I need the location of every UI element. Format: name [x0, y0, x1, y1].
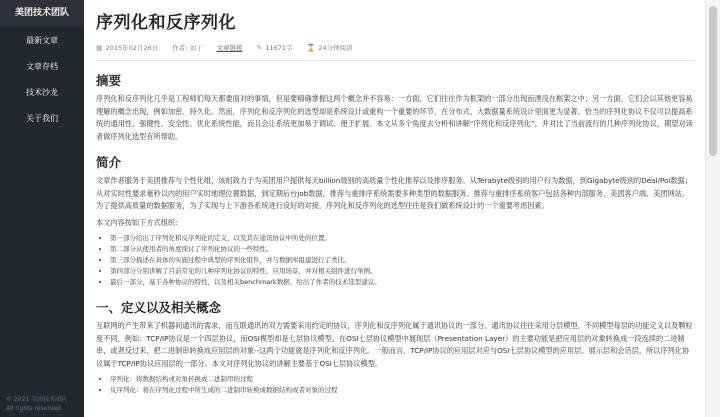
author-text: 作者: 刘丁 — [172, 44, 203, 52]
scrollbar-thumb[interactable] — [709, 6, 717, 156]
meta-words — [256, 43, 292, 52]
definition-paragraph: 互联网的产生带来了机器间通讯的需求，而互联通讯的双方需要采用约定的协议，序列化和反序列化属于通讯协议的一部分。通讯协议往往采用分层模型，不同模型每层的功能定义以及颗粒度不同，例如：TCP/IP协议是一个四层协议，而OSI模型却是七层协议模型。在OSI七层协议模型中展现层（Presentation Layer）的主要功能是把应用层的对象转换成一段连续的二进制串，或者反过来，把二进制串转换成应用层的对象--这两个功能就是序列化和反序列化。一般而言，TCP/IP协议的应用层对应与OSI七层协议模型的应用层、展示层和会话层，所以序列化协议属于TCP/IP协议应用层的一部分。本文对序列化协议的讲解主要基于OSI七层协议模型。 — [96, 321, 693, 368]
scrollbar-track[interactable] — [705, 0, 720, 417]
abstract-heading: 摘要 — [96, 73, 122, 88]
list-item: • 第四部分分别讲解了目前常见的几种序列化协议的特性，应用场景，并对相关组件进行举例。 — [110, 266, 694, 277]
list-item: • 最后一部分，基于各种协议的特性，以及相关benchmark数据，给出了作者的技术选型建议。 — [110, 277, 694, 288]
hourglass-icon: ⌛ — [306, 43, 316, 52]
article-meta — [96, 43, 694, 61]
rights-reserved: All rights reserved. — [6, 405, 63, 412]
brand-logo[interactable]: 美团技术团队 — [0, 0, 84, 26]
pencil-icon: ✎ — [256, 43, 263, 52]
meta-readtime — [307, 43, 353, 52]
list-item: • 第三部分描述在具体的实施过程中典型的序列化组件，并与数据库组建进行了类比。 — [110, 255, 694, 266]
meta-date — [96, 43, 158, 52]
nav-item-archive[interactable]: 文章存档 — [26, 62, 58, 71]
abstract-paragraph: 序列化和反序列化几乎是工程师们每天都要面对的事情，但是要精确掌握这两个概念并不容易：一方面，它们往往作为框架的一部分出现而湮没在框架之中；另一方面，它们会以其他更容易理解的概念出现，例如加密、持久化。然而，序列化和反序列化的选型却是系统设计或重构一个重要的环节，在分布式、大数据量系统设计里面更为显著。恰当的序列化协议不仅可以提高系统的通用性、强健性、安全性、优化系统性能，而且会让系统更加易于调试、便于扩展。本文从多个角度去分析和讲解“序列化和反序列化”，并对比了当前流行的几种序列化协议，期望对读者做序列化选型有所帮助。 — [96, 94, 693, 141]
definition-heading: 一、定义以及相关概念 — [96, 300, 222, 315]
date-text: 2015年02月26日 — [105, 44, 159, 52]
calendar-icon: ▦ — [96, 43, 103, 52]
main-content — [84, 0, 706, 417]
copyright: © 2021 美团技术团队 — [6, 396, 68, 403]
nav-item-latest[interactable]: 最新文章 — [26, 36, 58, 45]
meta-link — [216, 43, 242, 52]
read-time: 24分钟阅读 — [318, 44, 353, 52]
word-count: 11671字 — [265, 44, 293, 52]
meta-author — [172, 43, 202, 52]
intro-heading: 简介 — [96, 155, 122, 170]
article-title: 序列化和反序列化 — [96, 13, 236, 33]
sidebar-footer — [6, 395, 67, 413]
nav-item-salon[interactable]: 技术沙龙 — [26, 88, 58, 97]
nav-item-about[interactable]: 关于我们 — [26, 114, 58, 123]
list-item: • 序列化：将数据结构或对象转换成二进制串的过程 — [110, 374, 694, 385]
sidebar — [0, 0, 84, 417]
intro-list — [96, 233, 694, 288]
intro-paragraph: 文章作者服务于美团推荐与个性化组，该组致力于为美团用户提供每天billion级别的高质量个性化推荐以及排序服务。从Terabyte级别的用户行为数据，到Gigabyte级别的Deal/Poi数据；从对实时性要求毫秒以内的用户实时地理位置数据，到定期后台job数据，推荐与重排序系统需要多种类型的数据服务。推荐与重排序系统客户包括各种内部服务、美团客户端、美团网站。为了提供高质量的数据服务，为了实现与上下游各系统进行良好的对接，序列化和反序列化的选型往往是我们做系统设计的一个重要考虑因素。 — [96, 176, 692, 210]
intro-organization: 本文内容按如下方式组织： — [96, 217, 183, 227]
list-item: • 第二部分从使用者的角度探讨了序列化协议的一些特性。 — [110, 244, 694, 255]
list-item: • 反序列化：将在序列化过程中所生成的二进制串转换成数据结构或者对象的过程 — [110, 385, 694, 396]
definition-list — [96, 374, 694, 396]
article-link[interactable]: 文章链接 — [216, 44, 243, 52]
list-item: • 第一部分给出了序列化和反序列化的定义，以及其在通讯协议中所处的位置。 — [110, 233, 694, 244]
